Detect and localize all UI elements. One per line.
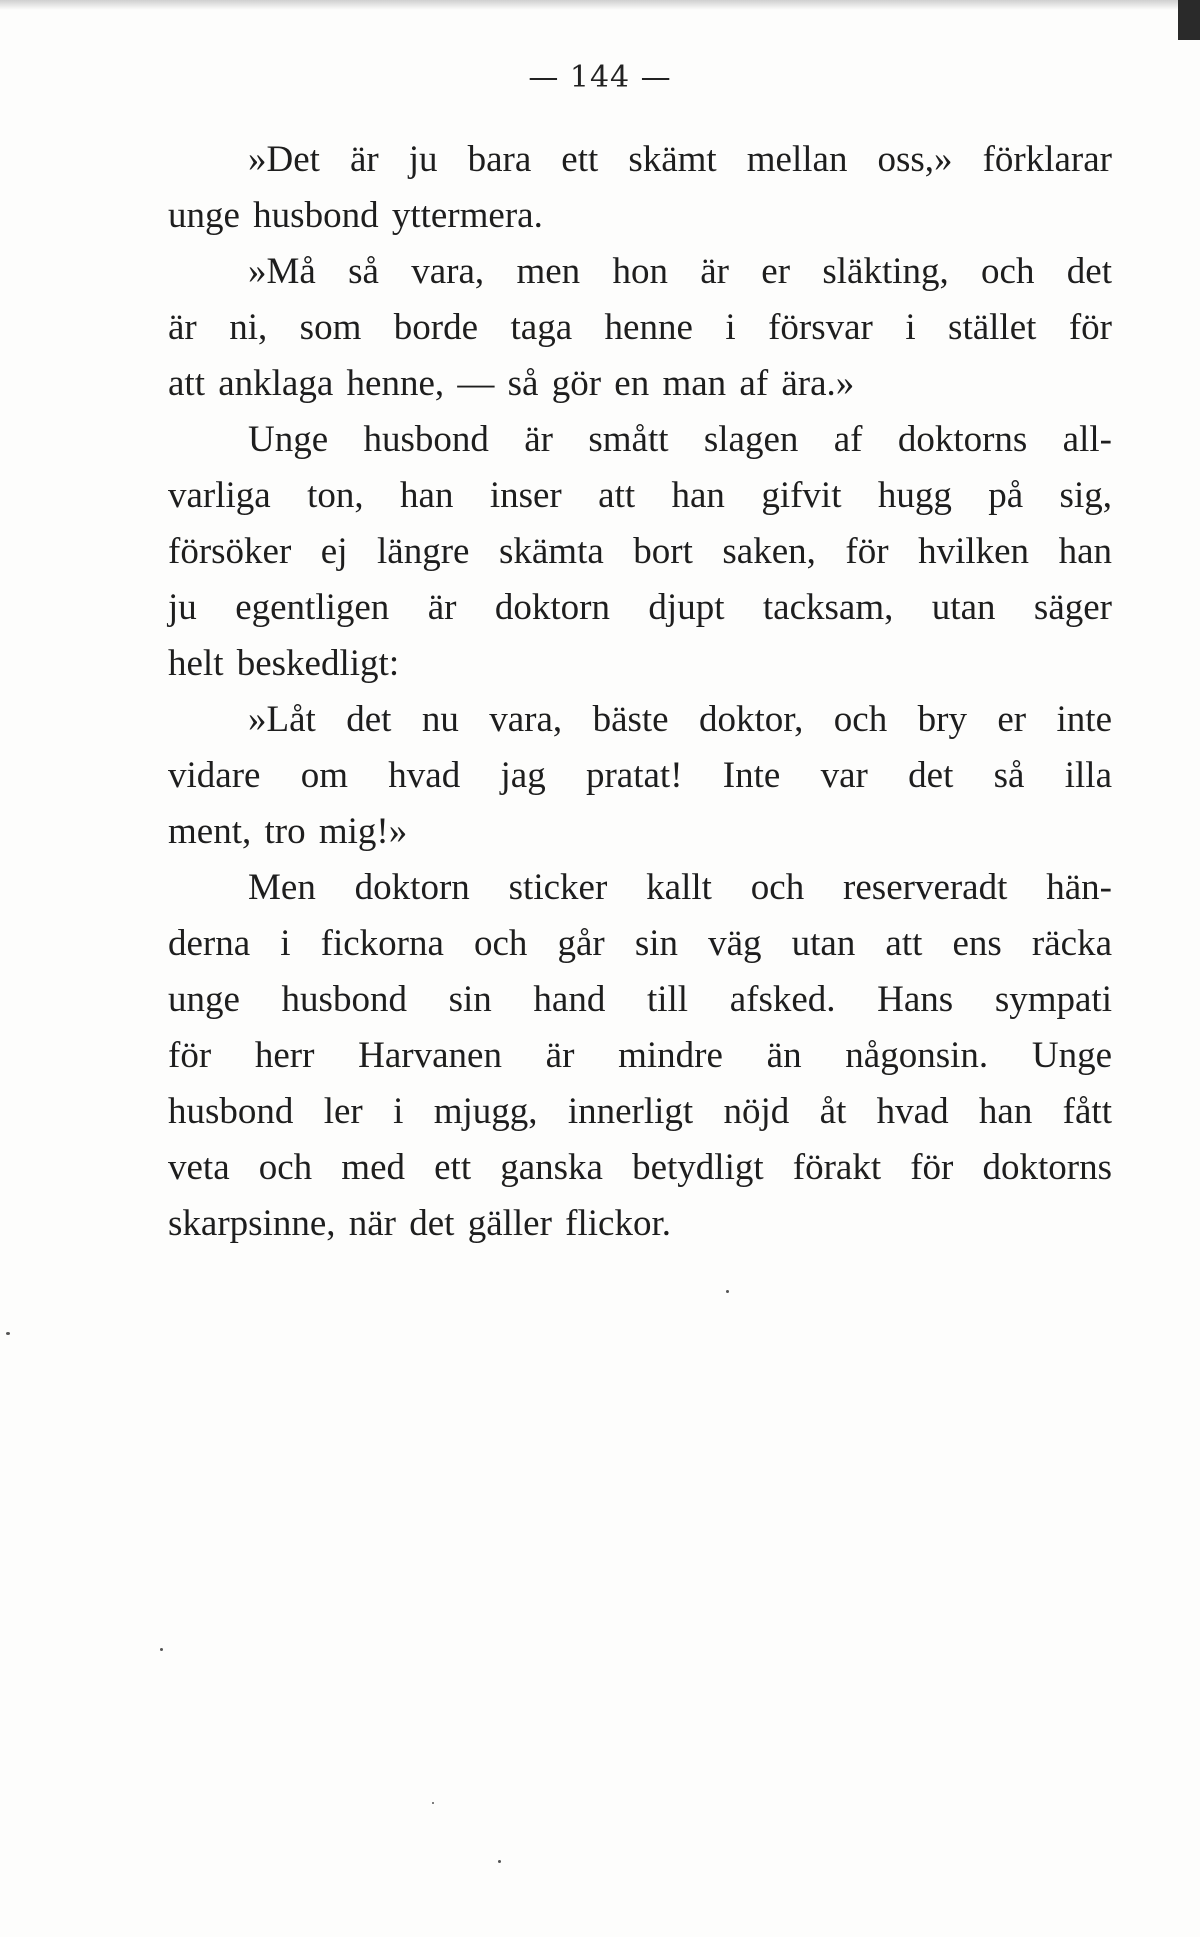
- text-line: vidare om hvad jag pratat! Inte var det så illa: [168, 755, 1112, 796]
- page-number: — 144 —: [528, 60, 672, 95]
- dust-speck: [498, 1860, 501, 1863]
- text-line: »Må så vara, men hon är er släkting, och det: [248, 251, 1112, 292]
- scan-shadow-corner: [1178, 0, 1200, 40]
- text-line: derna i fickorna och går sin väg utan att ens räcka: [168, 923, 1112, 964]
- text-line: »Det är ju bara ett skämt mellan oss,» förklarar: [248, 139, 1112, 180]
- text-line: helt beskedligt:: [168, 643, 400, 684]
- text-line: Unge husbond är smått slagen af doktorns all-: [248, 419, 1112, 460]
- dust-speck: [432, 1802, 434, 1804]
- text-line: husbond ler i mjugg, innerligt nöjd åt hvad han fått: [168, 1091, 1112, 1132]
- text-line: är ni, som borde taga henne i försvar i stället för: [168, 307, 1112, 348]
- text-line: skarpsinne, när det gäller flickor.: [168, 1203, 671, 1244]
- text-line: för herr Harvanen är mindre än någonsin. Unge: [168, 1035, 1112, 1076]
- text-line: unge husbond sin hand till afsked. Hans sympati: [168, 979, 1112, 1020]
- dust-speck: [6, 1332, 10, 1335]
- text-line: att anklaga henne, — så gör en man af ära.»: [168, 363, 855, 404]
- text-line: försöker ej längre skämta bort saken, för hvilken han: [168, 531, 1112, 572]
- text-line: veta och med ett ganska betydligt förakt för doktorns: [168, 1147, 1112, 1188]
- text-line: unge husbond yttermera.: [168, 195, 543, 236]
- body-text: [168, 132, 1112, 1252]
- dust-speck: [160, 1648, 163, 1651]
- text-line: ju egentligen är doktorn djupt tacksam, utan säger: [168, 587, 1112, 628]
- text-line: varliga ton, han inser att han gifvit hugg på sig,: [168, 475, 1112, 516]
- text-line: »Låt det nu vara, bäste doktor, och bry er inte: [248, 699, 1112, 740]
- text-line: ment, tro mig!»: [168, 811, 408, 852]
- dust-speck: [726, 1290, 729, 1293]
- scan-shadow-top: [0, 0, 1200, 10]
- text-line: Men doktorn sticker kallt och reserveradt hän-: [248, 867, 1112, 908]
